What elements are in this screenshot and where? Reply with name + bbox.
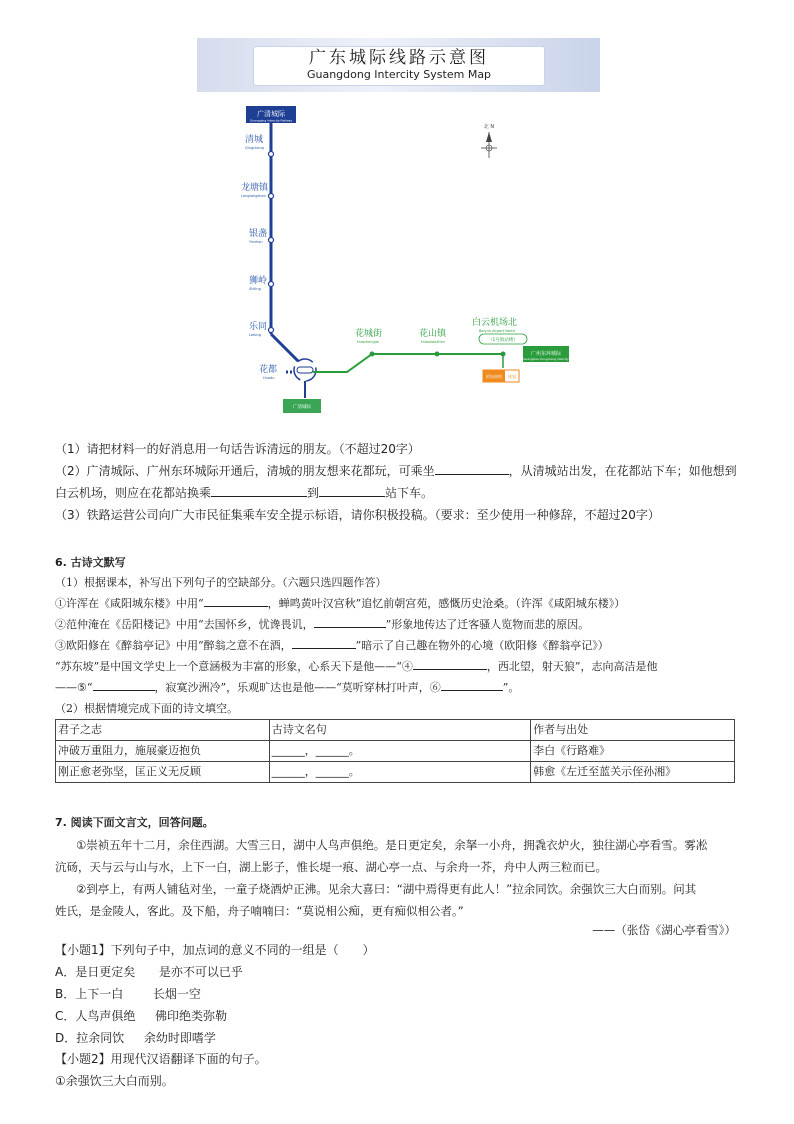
poem-blank-3[interactable]: [292, 635, 356, 649]
station-shiling-en: Shiling: [249, 287, 261, 291]
blue-line-diagonal: [271, 334, 301, 364]
station-dot-letong: [269, 328, 274, 333]
option-c-right: 佛印绝类弥勒: [155, 1009, 228, 1023]
passage-para-1b: 沆砀，天与云与山与水，上下一白，湖上影子，惟长堤一痕、湖心亭一点、与余舟一芥，舟中人两三粒而已。: [55, 860, 607, 874]
compass-north-label: 北 N: [483, 124, 495, 130]
poem-blank-5[interactable]: [93, 677, 155, 691]
station-dot-shiling: [269, 282, 274, 287]
poem-table-cell: 刚正愈老弥坚，匡正义无反顾: [56, 762, 270, 783]
poem-blank-2[interactable]: [314, 614, 386, 628]
dongcheng-label: 广州东环城际: [530, 351, 562, 357]
section-6-part-1: （1）根据课本，补写出下列句子的空缺部分。（六题只选四题作答）: [55, 576, 387, 589]
question-2-text-b: ，从清城站出发，在花都站下车；如他想到: [508, 464, 737, 478]
section-6-line-4: [55, 656, 658, 677]
station-qingcheng: 清城: [245, 135, 264, 145]
section-6-line-5: [55, 677, 519, 698]
map-title-cn: 广东城际线路示意图: [309, 48, 489, 68]
station-huadu-en: Huadu: [263, 376, 275, 380]
station-yinzhan-en: Yinzhan: [249, 240, 263, 244]
orange-badge: 规划: [508, 374, 516, 379]
poem-line-4-a: “苏东坡”是中国文学史上一个意涵极为丰富的形象，心系天下是他——“④: [55, 660, 413, 673]
poem-line-4-b: ，西北望，射天狼”，志向高洁是他: [486, 660, 658, 673]
question-3: （3）铁路运营公司向广大市民征集乘车安全提示标语，请你积极投稿。（要求：至少使用一种修辞，不超过20字）: [55, 508, 660, 522]
poem-line-3-a: ③欧阳修在《醉翁亭记》中用“醉翁之意不在酒，: [55, 639, 292, 652]
station-yinzhan: 银盏: [249, 229, 268, 239]
question-2-text-c: 白云机场，则应在花都站换乘: [55, 486, 212, 500]
poem-line-2-b: ”形象地传达了迁客骚人览物而悲的原因。: [385, 618, 590, 631]
map-title-banner: [197, 38, 600, 92]
question-2-blank-1[interactable]: [435, 461, 509, 475]
question-2-line1: [55, 460, 737, 482]
passage-para-1a: ①崇祯五年十二月，余住西湖。大雪三日，湖中人鸟声俱绝。是日更定矣，余拏一小舟，拥毳衣炉火，独往湖心亭看雪。雾凇: [76, 838, 708, 852]
section-7-title: 7. 阅读下面文言文，回答问题。: [55, 816, 214, 829]
station-huadu: 花都: [259, 365, 278, 375]
poem-table-answer-cell[interactable]: ______，______。: [269, 762, 530, 783]
poem-table: [55, 719, 735, 783]
question-1: （1）请把材料一的好消息用一句话告诉清远的朋友。（不超过20字）: [55, 442, 420, 456]
station-airport: 白云机场北: [472, 318, 518, 328]
table-row: [56, 762, 735, 783]
option-c[interactable]: [55, 1005, 227, 1027]
question-2-blank-2[interactable]: [211, 483, 307, 497]
question-2-line2: [55, 482, 433, 504]
option-d-right: 余幼时即嗜学: [143, 1031, 216, 1045]
station-dot-qingcheng: [269, 152, 274, 157]
section-6-part-2: （2）根据情境完成下面的诗文填空。: [55, 702, 238, 715]
line-sublabel: Guangqing Intercity Railway: [249, 118, 293, 123]
passage-para-2a: ②到亭上，有两人铺毡对坐，一童子烧酒炉正沸。见余大喜曰：“湖中焉得更有此人！”拉余同饮。余强饮三大白而别。问其: [76, 882, 697, 896]
huadu-transfer-capsule: [297, 367, 313, 373]
station-letong: 乐同: [249, 322, 268, 332]
station-huachengjie: 花城街: [355, 329, 383, 339]
question-2-text-a: （2）广清城际、广州东环城际开通后，清城的朋友想来花都玩，可乘坐: [55, 464, 435, 478]
section-6-line-3: [55, 635, 609, 656]
poem-table-header-cell: 古诗文名句: [269, 720, 530, 741]
poem-line-5-b: ，寂寞沙洲冷”，乐观旷达也是他——“莫听穿林打叶声，⑥: [154, 681, 441, 694]
station-airport-en: Baiyun Airport North: [479, 329, 516, 333]
station-letong-en: Letong: [249, 333, 261, 337]
option-a-left: A．是日更定矣: [55, 965, 136, 979]
orange-label: 机场南线: [486, 374, 502, 379]
intercity-map: [197, 96, 597, 426]
dongcheng-sublabel: Guangzhou Dongcheng Intercity: [523, 357, 569, 361]
passage-para-2b: 姓氏，是金陵人，客此。及下船，舟子喃喃曰：“莫说相公痴，更有痴似相公者。”: [55, 904, 464, 918]
poem-table-cell: 冲破万重阻力，施展豪迈抱负: [56, 741, 270, 762]
poem-line-1-b: ，蝉鸣黄叶汉宫秋”追忆前朝宫苑，感慨历史沧桑。（许浑《咸阳城东楼》）: [267, 597, 626, 610]
poem-table-answer-cell[interactable]: ______，______。: [269, 741, 530, 762]
line-label: 广清城际: [257, 110, 285, 118]
station-dot-airport: [501, 352, 506, 357]
section-6-line-1: [55, 593, 625, 614]
green-stations: [355, 316, 527, 357]
station-dot-huachengjie: [370, 352, 375, 357]
station-dot-longtangzhen: [269, 194, 274, 199]
compass-icon: [481, 123, 497, 158]
option-d[interactable]: [55, 1027, 216, 1049]
station-longtangzhen-en: Longtangzhen: [241, 194, 266, 198]
station-longtangzhen: 龙塘镇: [241, 183, 269, 193]
poem-line-3-b: ”暗示了自己趣在物外的心境（欧阳修《醉翁亭记》）: [355, 639, 609, 652]
station-dot-yinzhan: [269, 238, 274, 243]
terminal-note: （1号航站楼）: [488, 338, 518, 343]
map-title-box: [253, 46, 545, 86]
question-2-blank-3[interactable]: [319, 483, 385, 497]
station-dot-huashanzhen: [435, 352, 440, 357]
question-2-text-d: 到: [307, 486, 320, 500]
guangzhou-line-label: 广清城际: [293, 405, 311, 410]
option-b-right: 长烟一空: [152, 987, 201, 1001]
option-b[interactable]: [55, 983, 201, 1005]
green-line: [313, 354, 503, 372]
station-huashanzhen: 花山镇: [419, 329, 447, 339]
poem-table-cell: 韩愈《左迁至蓝关示侄孙湘》: [531, 762, 735, 783]
section-6-title: 6. 古诗文默写: [55, 556, 126, 569]
poem-table-header-cell: 君子之志: [56, 720, 270, 741]
map-title-en: Guangdong Intercity System Map: [306, 68, 492, 81]
section-6-line-2: [55, 614, 589, 635]
option-b-left: B．上下一白: [55, 987, 124, 1001]
station-shiling: 狮岭: [249, 276, 268, 286]
option-a[interactable]: [55, 961, 243, 983]
sub-question-2-item-1: ①余强饮三大白而别。: [55, 1074, 174, 1088]
poem-line-1-a: ①许浑在《咸阳城东楼》中用“: [55, 597, 204, 610]
poem-blank-1[interactable]: [204, 593, 268, 607]
station-qingcheng-en: Qingcheng: [245, 146, 264, 150]
poem-line-5-c: ”。: [502, 681, 520, 694]
poem-line-2-a: ②范仲淹在《岳阳楼记》中用“去国怀乡，忧谗畏讥，: [55, 618, 314, 631]
sub-question-1: 【小题1】下列句子中，加点词的意义不同的一组是（ ）: [55, 943, 375, 957]
station-huashanzhen-en: Huashanzhen: [421, 340, 445, 344]
poem-blank-4[interactable]: [413, 656, 487, 670]
table-row: [56, 741, 735, 762]
poem-table-cell: 李白《行路难》: [531, 741, 735, 762]
poem-line-5-a: ——⑤“: [55, 681, 93, 694]
option-c-left: C．人鸟声俱绝: [55, 1009, 136, 1023]
option-d-left: D．拉余同饮: [55, 1031, 125, 1045]
poem-blank-6[interactable]: [441, 677, 503, 691]
passage-source: ——（张岱《湖心亭看雪》）: [592, 923, 736, 937]
poem-table-header-cell: 作者与出处: [531, 720, 735, 741]
poem-table-header: [56, 720, 735, 741]
option-a-right: 是亦不可以已乎: [158, 965, 243, 979]
station-huachengjie-en: Huachengjie: [357, 340, 379, 344]
question-2-text-e: 站下车。: [385, 486, 434, 500]
sub-question-2: 【小题2】用现代汉语翻译下面的句子。: [55, 1052, 267, 1066]
